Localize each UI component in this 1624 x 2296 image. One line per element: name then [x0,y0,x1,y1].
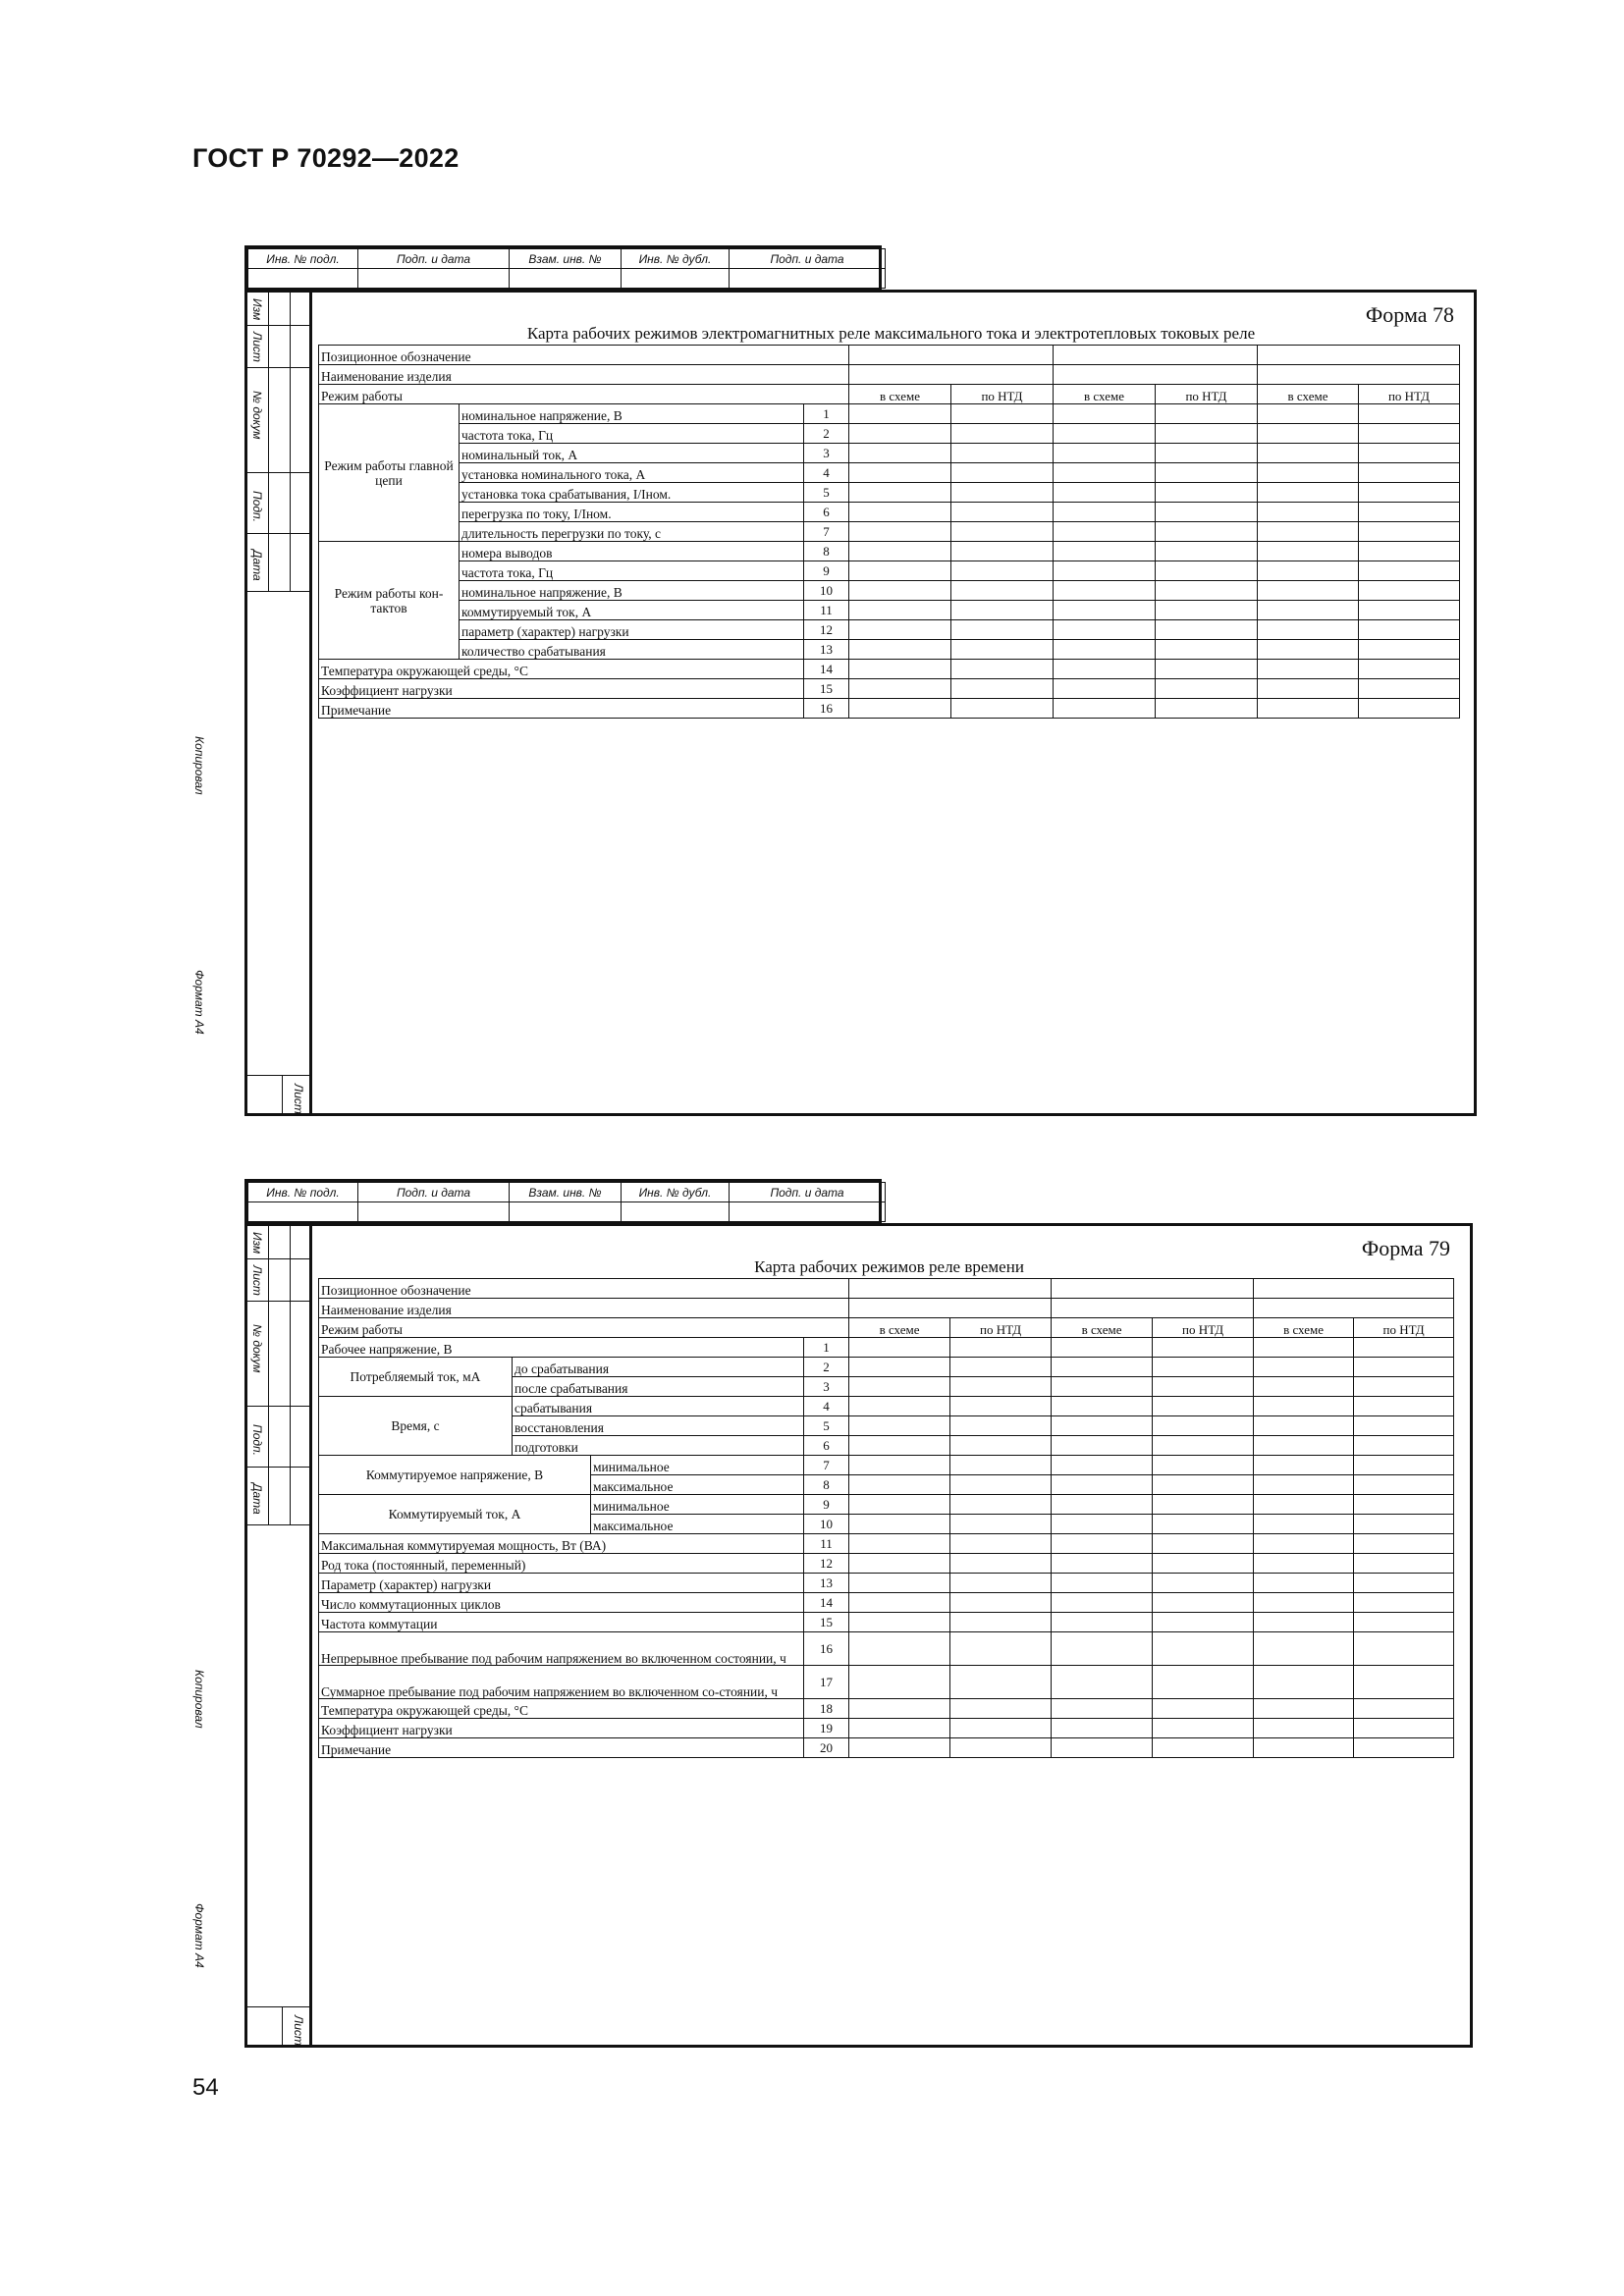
row-label: Частота коммутации [319,1613,804,1632]
side-label: Изм [250,1232,264,1255]
table-row [319,1495,1454,1515]
table-row [319,1534,1454,1554]
table-row [319,1666,1454,1699]
side-label: Дата [250,550,264,581]
side-label: Копировал [192,736,206,795]
table-row [319,1554,1454,1574]
side-label: Лист [292,2015,305,2046]
row-label: Непрерывное пребывание под рабочим напряжением во включенном состоянии, ч [319,1632,804,1666]
row-label: Коэффициент нагрузки [319,679,804,699]
table-row [319,1318,1454,1338]
stamp-cell [358,1202,510,1222]
table-row [319,365,1460,385]
row-number: 8 [804,542,849,561]
stamp-col-label: Инв. № подл. [248,249,358,269]
row-number: 6 [804,1436,849,1456]
row-number: 8 [804,1475,849,1495]
row-label: частота тока, Гц [460,424,804,444]
col-header: в схеме [1254,1318,1354,1338]
table-row [319,561,1460,581]
table-row [319,699,1460,719]
form-frame-78 [192,290,1477,1116]
row-number: 10 [804,581,849,601]
table-row [319,601,1460,620]
row-label: Позиционное обозначение [319,1279,849,1299]
table-row [319,1632,1454,1666]
row-number: 7 [804,1456,849,1475]
row-number: 5 [804,1416,849,1436]
table-row [319,483,1460,503]
form-number-label: Форма 79 [1361,1236,1450,1260]
row-number: 15 [804,1613,849,1632]
stamp-cell [622,1202,730,1222]
row-label: Коэффициент нагрузки [319,1719,804,1738]
row-label: максимальное [591,1515,804,1534]
table-row [319,424,1460,444]
col-header: в схеме [849,1318,950,1338]
col-header: в схеме [1052,1318,1153,1338]
group-label: Время, с [319,1397,513,1456]
row-number: 20 [804,1738,849,1758]
stamp-top-78 [244,245,882,292]
row-number: 4 [804,463,849,483]
row-label: подготовки [513,1436,804,1456]
stamp-col-label: Подп. и дата [730,1183,886,1202]
stamp-col-label: Инв. № подл. [248,1183,358,1202]
table-row [319,404,1460,424]
row-label: Суммарное пребывание под рабочим напряжением во включенном со-стоянии, ч [319,1666,804,1699]
side-label: Лист [250,1265,264,1296]
group-label: Потребляемый ток, мА [319,1358,513,1397]
row-label: установка номинального тока, А [460,463,804,483]
row-label: Примечание [319,699,804,719]
row-label: после срабатывания [513,1377,804,1397]
row-number: 11 [804,601,849,620]
side-label: № докум [250,1324,264,1373]
row-label: Режим работы [319,1318,849,1338]
operating-modes-table-79 [318,1278,1454,1758]
row-number: 7 [804,522,849,542]
row-label: параметр (характер) нагрузки [460,620,804,640]
stamp-col-label: Подп. и дата [730,249,886,269]
stamp-col-label: Инв. № дубл. [622,249,730,269]
stamp-col-label: Взам. инв. № [510,1183,622,1202]
row-label: Рабочее напряжение, В [319,1338,804,1358]
row-label: длительность перегрузки по току, с [460,522,804,542]
table-row [319,1699,1454,1719]
row-number: 1 [804,1338,849,1358]
table-row [319,503,1460,522]
row-number: 3 [804,1377,849,1397]
card-title: Карта рабочих режимов электромагнитных реле максимального тока и электротепловых токовых реле [526,324,1256,343]
table-row [319,1719,1454,1738]
row-label: номинальное напряжение, В [460,581,804,601]
table-row [319,1613,1454,1632]
side-label: Копировал [192,1670,206,1729]
side-label: № докум [250,391,264,440]
row-number: 12 [804,1554,849,1574]
table-row [319,463,1460,483]
row-number: 9 [804,561,849,581]
row-label: коммутируемый ток, А [460,601,804,620]
page-number: 54 [192,2074,219,2101]
table-row [319,1574,1454,1593]
group-label: Коммутируемое напряжение, В [319,1456,591,1495]
row-label: Позиционное обозначение [319,346,849,365]
table-row [319,1358,1454,1377]
col-header: по НТД [951,385,1054,404]
document-title: ГОСТ Р 70292—2022 [192,143,460,173]
row-label: Число коммутационных циклов [319,1593,804,1613]
table-row [319,1279,1454,1299]
left-strip [192,1226,312,2046]
row-number: 1 [804,404,849,424]
side-label: Лист [292,1084,305,1114]
row-label: количество срабатывания [460,640,804,660]
table-row [319,581,1460,601]
row-number: 10 [804,1515,849,1534]
row-number: 2 [804,1358,849,1377]
row-label: установка тока срабатывания, I/Iном. [460,483,804,503]
side-label: Дата [250,1483,264,1515]
row-label: Параметр (характер) нагрузки [319,1574,804,1593]
group-label: Режим работы главной цепи [319,404,460,542]
row-label: частота тока, Гц [460,561,804,581]
side-label: Подп. [250,491,264,522]
side-label: Формат А4 [192,970,206,1035]
table-row [319,542,1460,561]
row-number: 14 [804,1593,849,1613]
table-row [319,1397,1454,1416]
col-header: по НТД [950,1318,1052,1338]
left-strip [192,293,312,1114]
side-label: Изм [250,298,264,321]
row-label: номинальное напряжение, В [460,404,804,424]
row-label: номинальный ток, А [460,444,804,463]
row-label: Температура окружающей среды, °С [319,1699,804,1719]
row-number: 6 [804,503,849,522]
row-label: Максимальная коммутируемая мощность, Вт (ВА) [319,1534,804,1554]
row-number: 5 [804,483,849,503]
side-label: Формат А4 [192,1903,206,1968]
row-label: срабатывания [513,1397,804,1416]
col-header: по НТД [1354,1318,1454,1338]
row-label: максимальное [591,1475,804,1495]
row-number: 11 [804,1534,849,1554]
stamp-cell [248,1202,358,1222]
row-number: 13 [804,1574,849,1593]
row-number: 19 [804,1719,849,1738]
col-header: в схеме [1258,385,1359,404]
table-row [319,444,1460,463]
row-label: до срабатывания [513,1358,804,1377]
row-number: 14 [804,660,849,679]
row-number: 12 [804,620,849,640]
row-label: Наименование изделия [319,365,849,385]
row-number: 3 [804,444,849,463]
stamp-col-label: Подп. и дата [358,1183,510,1202]
row-label: Наименование изделия [319,1299,849,1318]
stamp-cell [622,269,730,289]
form-number-label: Форма 78 [1365,302,1454,327]
row-label: минимальное [591,1456,804,1475]
table-row [319,1338,1454,1358]
row-number: 17 [804,1666,849,1699]
group-label: Режим работы кон-тактов [319,542,460,660]
table-row [319,1738,1454,1758]
stamp-top-79 [244,1179,882,1225]
table-row [319,640,1460,660]
table-row [319,346,1460,365]
stamp-cell [248,269,358,289]
stamp-cell [510,1202,622,1222]
row-number: 4 [804,1397,849,1416]
row-number: 9 [804,1495,849,1515]
stamp-cell [510,269,622,289]
col-header: по НТД [1153,1318,1254,1338]
table-row [319,1456,1454,1475]
form-frame-79 [192,1223,1473,2048]
row-label: Род тока (постоянный, переменный) [319,1554,804,1574]
table-row [319,1593,1454,1613]
row-number: 15 [804,679,849,699]
stamp-cell [358,269,510,289]
stamp-cell [730,269,886,289]
group-label: Коммутируемый ток, А [319,1495,591,1534]
row-label: восстановления [513,1416,804,1436]
table-row [319,660,1460,679]
col-header: в схеме [1054,385,1156,404]
stamp-col-label: Подп. и дата [358,249,510,269]
row-label: Температура окружающей среды, °С [319,660,804,679]
stamp-cell [730,1202,886,1222]
col-header: в схеме [849,385,951,404]
row-number: 2 [804,424,849,444]
row-number: 13 [804,640,849,660]
row-label: минимальное [591,1495,804,1515]
stamp-col-label: Инв. № дубл. [622,1183,730,1202]
row-number: 18 [804,1699,849,1719]
operating-modes-table-78 [318,345,1460,719]
side-label: Лист [250,332,264,362]
card-title: Карта рабочих режимов реле времени [754,1257,1024,1276]
col-header: по НТД [1156,385,1258,404]
row-number: 16 [804,1632,849,1666]
table-row [319,1299,1454,1318]
table-row [319,679,1460,699]
table-row [319,522,1460,542]
row-number: 16 [804,699,849,719]
row-label: Режим работы [319,385,849,404]
row-label: Примечание [319,1738,804,1758]
table-row [319,620,1460,640]
row-label: перегрузка по току, I/Iном. [460,503,804,522]
row-label: номера выводов [460,542,804,561]
side-label: Подп. [250,1424,264,1456]
stamp-col-label: Взам. инв. № [510,249,622,269]
col-header: по НТД [1359,385,1460,404]
table-row [319,385,1460,404]
